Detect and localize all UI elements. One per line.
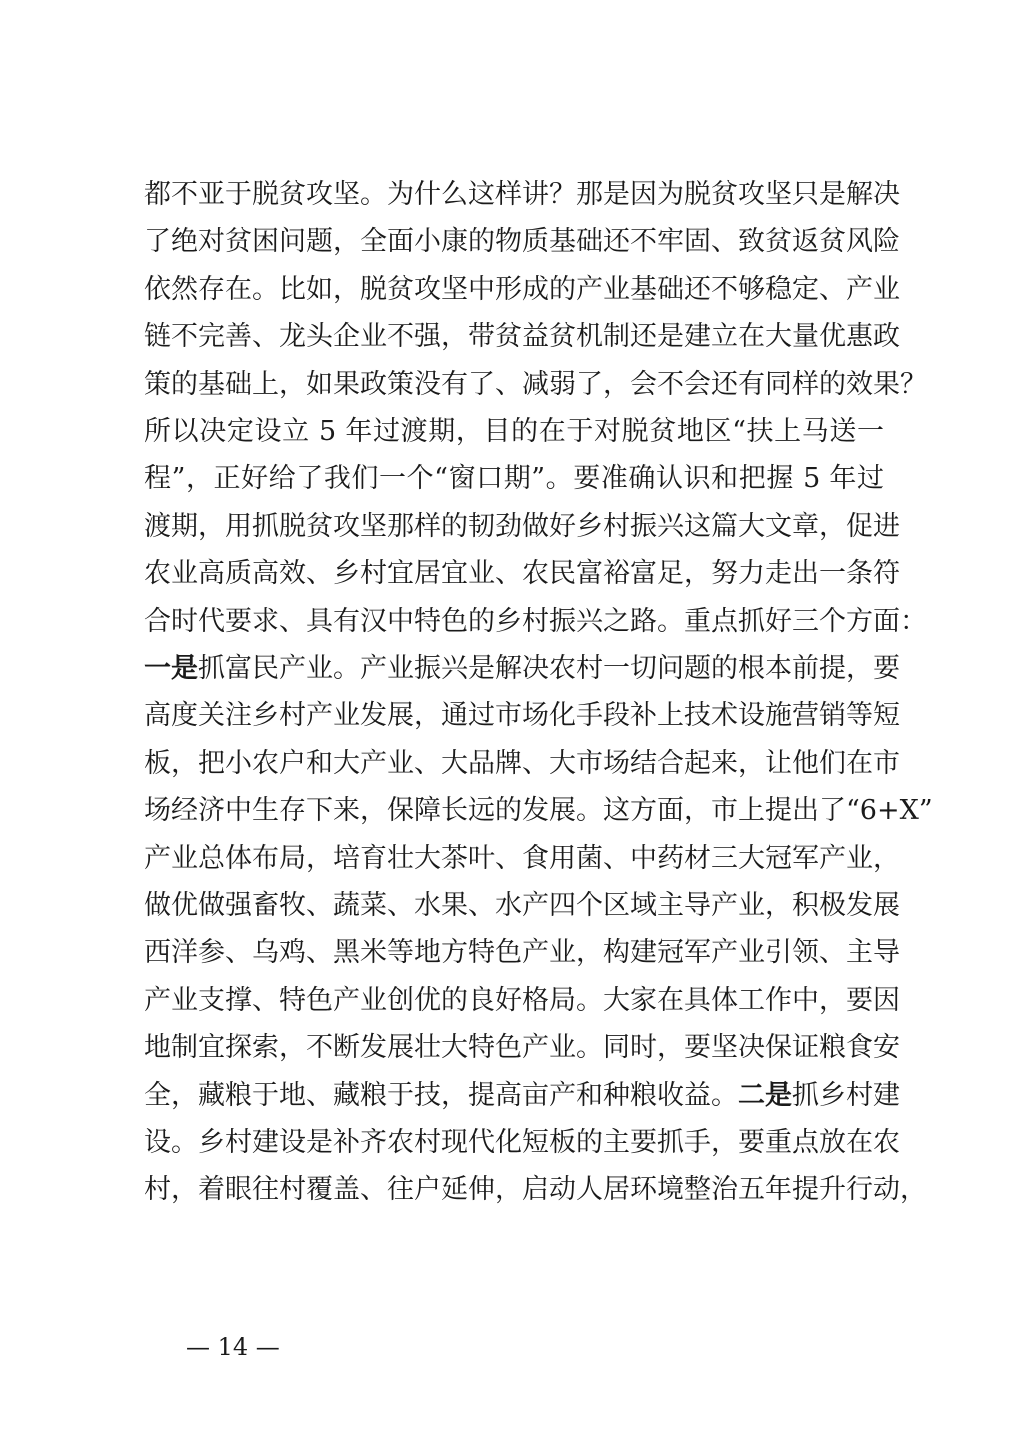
- text-segment: 场经济中生存下来，保障长远的发展。这方面，市上提出了“6+X”: [144, 795, 933, 827]
- text-segment: 设。乡村建设是补齐农村现代化短板的主要抓手，要重点放在农: [144, 1127, 900, 1158]
- text-segment: 地制宜探索，不断发展壮大特色产业。同时，要坚决保证粮食安: [144, 1032, 900, 1064]
- text-line: [144, 320, 900, 354]
- text-line: [144, 984, 900, 1018]
- text-line: [144, 178, 900, 212]
- text-line: [144, 273, 900, 307]
- text-line: [144, 462, 884, 496]
- text-segment: 合时代要求、具有汉中特色的乡村振兴之路。重点抓好三个方面：: [144, 605, 927, 637]
- text-segment: 程”，正好给了我们一个“窗口期”。要准确认识和把握 5 年过: [144, 463, 884, 495]
- text-segment: 抓乡村建: [792, 1079, 900, 1111]
- text-segment: 农业高质高效、乡村宜居宜业、农民富裕富足，努力走出一条符: [144, 558, 900, 590]
- text-segment: 村，着眼往村覆盖、往户延伸，启动人居环境整治五年提升行动，: [144, 1174, 927, 1206]
- text-segment: 链不完善、龙头企业不强，带贫益贫机制还是建立在大量优惠政: [144, 321, 900, 353]
- text-segment: 产业支撑、特色产业创优的良好格局。大家在具体工作中，要因: [144, 984, 900, 1016]
- text-line: [144, 605, 927, 639]
- text-line: [144, 794, 933, 828]
- text-segment: 板，把小农户和大产业、大品牌、大市场结合起来，让他们在市: [144, 747, 900, 779]
- text-segment: 做优做强畜牧、蔬菜、水果、水产四个区域主导产业，积极发展: [144, 890, 900, 921]
- text-line: [144, 936, 900, 970]
- text-line: [144, 1173, 927, 1207]
- text-segment: 所以决定设立 5 年过渡期，目的在于对脱贫地区“扶上马送一: [144, 416, 884, 447]
- text-segment: 西洋参、乌鸡、黑米等地方特色产业，构建冠军产业引领、主导: [144, 937, 900, 969]
- text-line: [144, 842, 900, 876]
- text-segment: 了绝对贫困问题，全面小康的物质基础还不牢固、致贫返贫风险: [144, 226, 900, 258]
- text-line: [144, 1031, 900, 1065]
- text-line: [144, 652, 900, 686]
- bold-lead-text: 二是: [738, 1079, 792, 1111]
- text-line: [144, 225, 900, 259]
- text-line: [144, 415, 884, 449]
- bold-lead-text: 一是: [144, 653, 198, 684]
- text-line: [144, 747, 900, 781]
- text-segment: 依然存在。比如，脱贫攻坚中形成的产业基础还不够稳定、产业: [144, 273, 900, 305]
- text-line: [144, 699, 900, 733]
- text-segment: 全，藏粮于地、藏粮于技，提高亩产和种粮收益。: [144, 1079, 738, 1111]
- text-line: [144, 510, 900, 544]
- text-line: [144, 557, 900, 591]
- page-number: — 14 —: [186, 1333, 280, 1361]
- text-segment: 抓富民产业。产业振兴是解决农村一切问题的根本前提，要: [198, 653, 900, 684]
- text-segment: 高度关注乡村产业发展，通过市场化手段补上技术设施营销等短: [144, 700, 900, 732]
- text-segment: 渡期，用抓脱贫攻坚那样的韧劲做好乡村振兴这篇大文章，促进: [144, 510, 900, 542]
- text-line: [144, 368, 927, 402]
- text-segment: 产业总体布局，培育壮大茶叶、食用菌、中药材三大冠军产业，: [144, 842, 900, 874]
- text-line: [144, 1079, 900, 1113]
- text-segment: 都不亚于脱贫攻坚。为什么这样讲？那是因为脱贫攻坚只是解决: [144, 179, 900, 210]
- text-segment: 策的基础上，如果政策没有了、减弱了，会不会还有同样的效果？: [144, 368, 927, 400]
- text-line: [144, 889, 900, 923]
- text-line: [144, 1126, 900, 1160]
